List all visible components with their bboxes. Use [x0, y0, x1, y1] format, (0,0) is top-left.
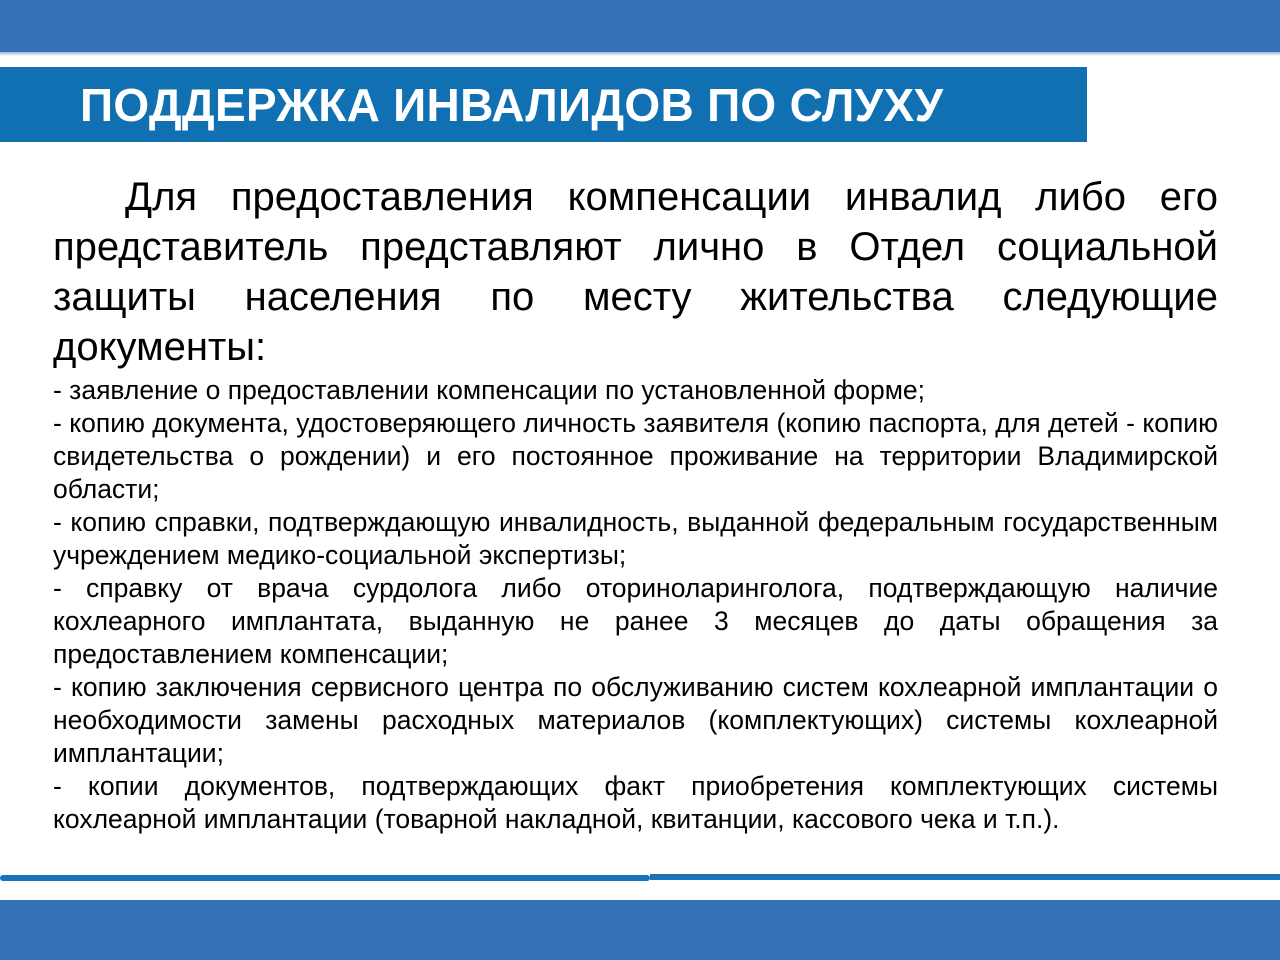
document-item: - копию документа, удостоверяющего личность заявителя (копию паспорта, для детей - копию свидетельства о рождении) и его постоянное проживание на территории Владимирской области; [53, 408, 1218, 504]
bottom-divider-right [650, 874, 1280, 880]
top-band [0, 0, 1280, 52]
documents-list [53, 374, 1218, 836]
intro-paragraph: Для предоставления компенсации инвалид либо его представитель представляют лично в Отдел социальной защиты населения по месту жительства следующие документы: [53, 175, 1218, 369]
slide-content [53, 172, 1218, 836]
document-item: - копии документов, подтверждающих факт приобретения комплектующих системы кохлеарной имплантации (товарной накладной, квитанции, кассового чека и т.п.). [53, 771, 1218, 834]
document-item: - копию справки, подтверждающую инвалидность, выданной федеральным государственным учреждением медико-социальной экспертизы; [53, 507, 1218, 570]
document-item: - заявление о предоставлении компенсации по установленной форме; [53, 375, 926, 405]
document-item: - копию заключения сервисного центра по обслуживанию систем кохлеарной имплантации о необходимости замены расходных материалов (комплектующих) системы кохлеарной имплантации; [53, 672, 1218, 768]
document-item: - справку от врача сурдолога либо оториноларинголога, подтверждающую наличие кохлеарного имплантата, выданную не ранее 3 месяцев до даты обращения за предоставлением компенсации; [53, 573, 1218, 669]
top-band-shadow [0, 52, 1280, 56]
bottom-band [0, 900, 1280, 960]
slide-title: ПОДДЕРЖКА ИНВАЛИДОВ ПО СЛУХУ [80, 79, 944, 131]
bottom-divider-left [0, 875, 650, 881]
